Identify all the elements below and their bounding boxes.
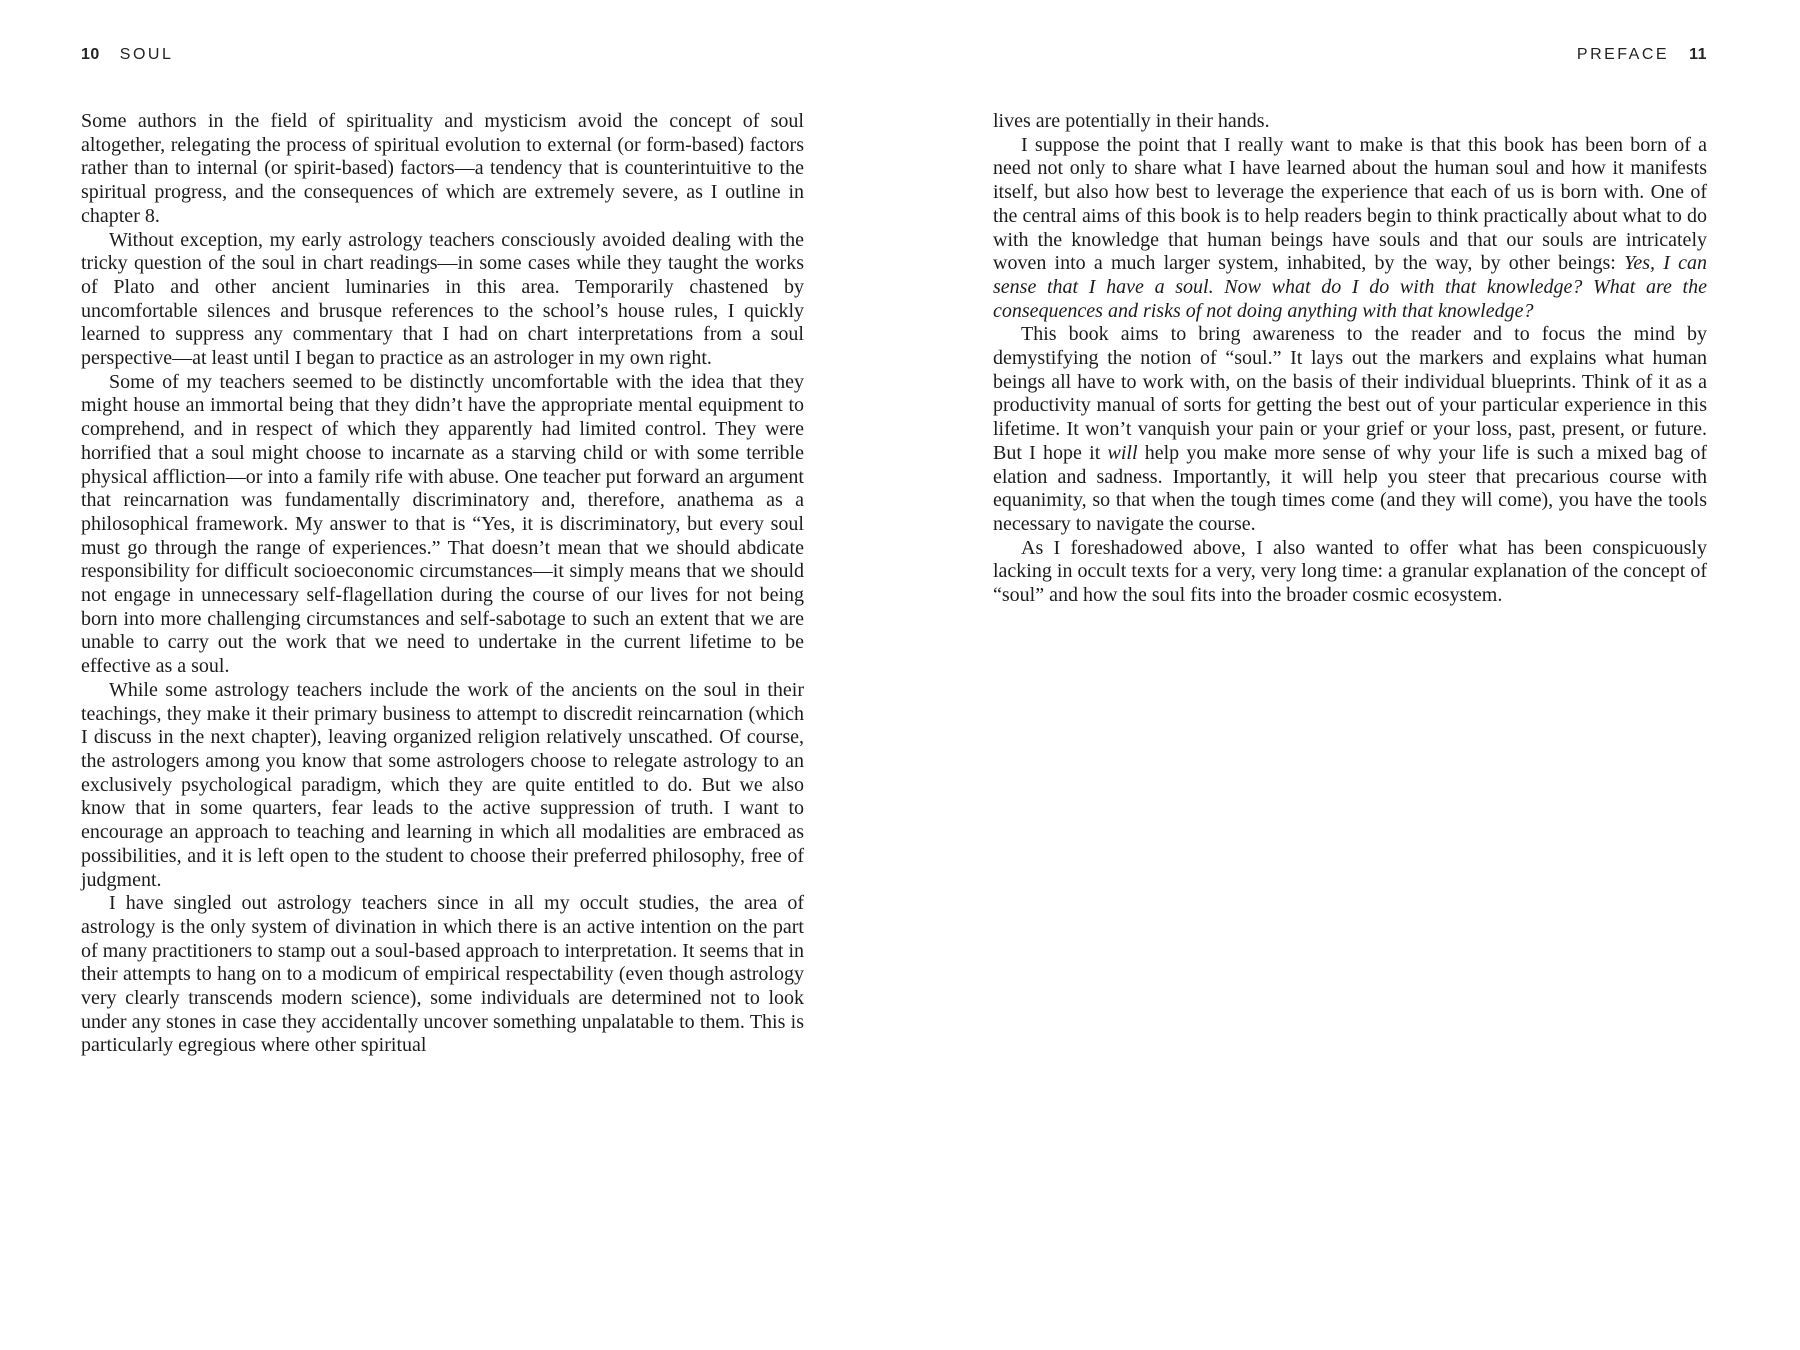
running-head-right: PREFACE <box>1576 46 1670 63</box>
text-run: lives are potentially in their hands. <box>993 110 1270 132</box>
text-run: I suppose the point that I really want to make is that this book has been born of a need not only to share what I have learned about the human soul and how it manifests itself, but also how best to leverage the experience that each of us is born with. One of the central aims of this book is to help readers begin to think practically about what to do with the knowledge that human beings have souls and that our souls are intricately woven into a much larger system, inhabited, by the way, by other beings: <box>993 133 1707 275</box>
text-run: As I foreshadowed above, I also wanted to offer what has been conspicuously lacking in occult texts for a very, very long time: a granular explanation of the concept of “soul” and how the soul fits into the broader cosmic ecosystem. <box>993 536 1707 607</box>
running-header-right <box>993 46 1707 64</box>
page-left <box>81 0 804 1350</box>
paragraph <box>81 229 804 371</box>
page-number-right: 11 <box>1689 46 1707 63</box>
paragraph <box>993 323 1707 536</box>
italic-text-run: Yes, I can sense that I have a soul. Now what do I do with that knowledge? What are the consequences and risks of not doing anything with that knowledge? <box>993 252 1708 322</box>
running-header-left <box>81 46 804 64</box>
page-right <box>993 0 1707 1350</box>
page-right-body-text <box>993 110 1707 608</box>
paragraph <box>993 110 1707 134</box>
running-head-left: SOUL <box>119 46 174 63</box>
paragraph <box>81 679 804 892</box>
page-left-body-text <box>81 110 804 1058</box>
text-run: help you make more sense of why your life is such a mixed bag of elation and sadness. Importantly, it will help you steer that precarious course with equanimity, so that when the tough times come (and they will come), you have the tools necessary to navigate the course. <box>993 441 1707 535</box>
paragraph <box>993 537 1707 608</box>
paragraph <box>993 134 1707 324</box>
paragraph <box>81 371 804 679</box>
text-run: Without exception, my early astrology teachers consciously avoided dealing with the tricky question of the soul in chart readings—in some cases while they taught the works of Plato and other ancient luminaries in this area. Temporarily chastened by uncomfortable silences and brusque references to the school’s house rules, I quickly learned to suppress any commentary that I had on chart interpretations from a soul perspective—at least until I began to practice as an astrologer in my own right. <box>81 228 804 370</box>
paragraph <box>81 110 804 229</box>
text-run: Some authors in the field of spirituality and mysticism avoid the concept of soul altogether, relegating the process of spiritual evolution to external (or form-based) factors rather than to internal (or spirit-based) factors—a tendency that is counterintuitive to the spiritual progress, and the consequences of which are extremely severe, as I outline in chapter 8. <box>81 110 804 227</box>
text-run: Some of my teachers seemed to be distinctly uncomfortable with the idea that they might house an immortal being that they didn’t have the appropriate mental equipment to comprehend, and in respect of which they apparently had limited control. They were horrified that a soul might choose to incarnate as a starving child or with some terrible physical affliction—or into a family rife with abuse. One teacher put forward an argument that reincarnation was fundamentally discriminatory and, therefore, anathema as a philosophical framework. My answer to that is “Yes, it is discriminatory, but every soul must go through the range of experiences.” That doesn’t mean that we should abdicate responsibility for difficult socioeconomic circumstances—it simply means that we should not engage in unnecessary self-flagellation during the course of our lives for not being born into more challenging circumstances and self-sabotage to such an extent that we are unable to carry out the work that we need to undertake in the current lifetime to be effective as a soul. <box>81 370 804 678</box>
text-run: This book aims to bring awareness to the reader and to focus the mind by demystifying the notion of “soul.” It lays out the markers and explains what human beings all have to work with, on the basis of their individual blueprints. Think of it as a productivity manual of sorts for getting the best out of your particular experience in this lifetime. It won’t vanquish your pain or your grief or your loss, past, present, or future. But I hope it <box>993 323 1707 464</box>
italic-text-run: will <box>1107 441 1138 464</box>
paragraph <box>81 892 804 1058</box>
text-run: While some astrology teachers include the work of the ancients on the soul in their teachings, they make it their primary business to attempt to discredit reincarnation (which I discuss in the next chapter), leaving organized religion relatively unscathed. Of course, the astrologers among you know that some astrologers choose to relegate astrology to an exclusively psychological paradigm, which they are quite entitled to do. But we also know that in some quarters, fear leads to the active suppression of truth. I want to encourage an approach to teaching and learning in which all modalities are embraced as possibilities, and it is left open to the student to choose their preferred philosophy, free of judgment. <box>81 678 804 891</box>
page-number-left: 10 <box>81 46 100 63</box>
text-run: I have singled out astrology teachers since in all my occult studies, the area of astrology is the only system of divination in which there is an active intention on the part of many practitioners to stamp out a soul-based approach to interpretation. It seems that in their attempts to hang on to a modicum of empirical respectability (even though astrology very clearly transcends modern science), some individuals are determined not to look under any stones in case they accidentally uncover something unpalatable to them. This is particularly egregious where other spiritual <box>81 892 804 1057</box>
